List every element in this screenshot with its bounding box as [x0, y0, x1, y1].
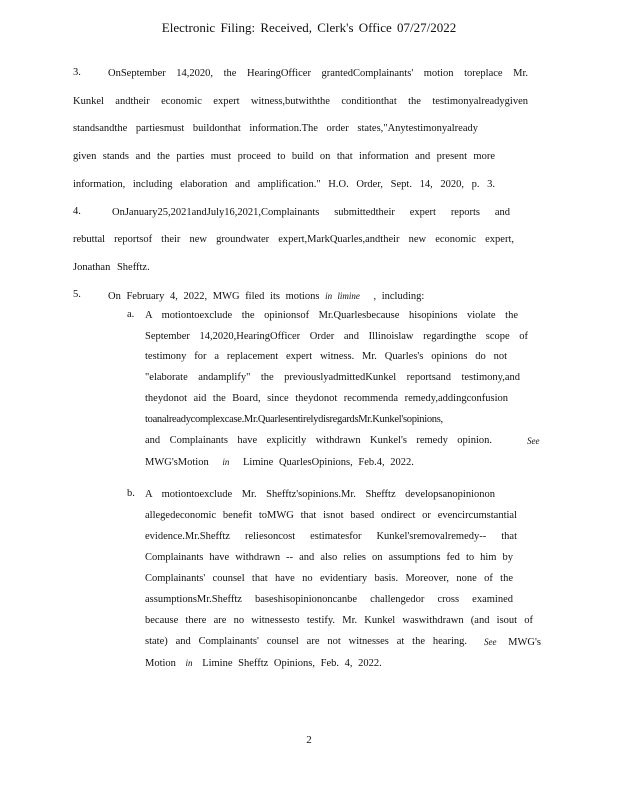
item-a-line-4: "elaborate andamplify" the previouslyadmittedKunkel reportsand testimony,and — [145, 372, 520, 383]
paragraph-3-line-5: information, including elaboration and amplification." H.O. Order, Sept. 14, 2020, p. 3. — [73, 179, 495, 190]
item-a-citation-tail: Limine QuarlesOpinions, Feb.4, 2022. — [243, 457, 414, 468]
item-b-line-4: Complainants have withdrawn -- and also relies on assumptions fed to him by — [145, 552, 513, 563]
item-a-line-5: theydonot aid the Board, since theydonot recommenda remedy,addingconfusion — [145, 393, 508, 404]
item-b-cite-start: MWG's — [508, 637, 541, 648]
paragraph-3-number: 3. — [73, 67, 81, 78]
page-number: 2 — [306, 734, 312, 746]
paragraph-5-number: 5. — [73, 289, 81, 300]
item-a-line-6: toanalreadycomplexcase.Mr.QuarlesentirelydisregardsMr.Kunkel'sopinions, — [145, 414, 443, 425]
paragraph-4-number: 4. — [73, 206, 81, 217]
item-b-line-6: assumptionsMr.Shefftz baseshisopiniononcanbe challengedor cross examined — [145, 594, 513, 605]
item-b-line-1: A motiontoexclude Mr. Shefftz'sopinions.Mr. Shefftz developsanopinionon — [145, 489, 495, 500]
paragraph-3-line-2: Kunkel andtheir economic expert witness,butwiththe conditionthat the testimonyalreadygiven — [73, 96, 528, 107]
item-b-line-9-tail: Limine Shefftz Opinions, Feb. 4, 2022. — [202, 658, 382, 669]
item-a-citation-text: MWG'sMotion — [145, 457, 209, 468]
item-a-see-signal — [527, 434, 540, 449]
paragraph-4-line-2: rebuttal reportsof their new groundwater expert,MarkQuarles,andtheir new economic expert, — [73, 234, 514, 245]
item-b-line-9-text: Motion — [145, 658, 176, 669]
item-b-line-9-italic: in — [185, 658, 193, 668]
paragraph-4-line-3: Jonathan Shefftz. — [73, 262, 150, 273]
item-b-line-8-citation — [484, 635, 541, 650]
item-a-line-1: A motiontoexclude the opinionsof Mr.Quarlesbecause hisopinions violate the — [145, 310, 518, 321]
filing-header: Electronic Filing: Received, Clerk's Office 07/27/2022 — [161, 20, 457, 35]
item-b-see: See — [484, 637, 497, 647]
item-a-see: See — [527, 436, 540, 446]
item-b-line-7: because there are no witnessesto testify. Mr. Kunkel waswithdrawn (and isout of — [145, 615, 533, 626]
item-b-line-9 — [145, 656, 382, 671]
paragraph-4-line-1: OnJanuary25,2021andJuly16,2021,Complainants submittedtheir expert reports and — [112, 207, 510, 218]
item-a-line-3: testimony for a replacement expert witness. Mr. Quarles's opinions do not — [145, 351, 507, 362]
paragraph-5-intro-italic: in limine — [325, 291, 360, 301]
item-b-line-3: evidence.Mr.Shefftz reliesoncost estimatesfor Kunkel'sremovalremedy-- that — [145, 531, 517, 542]
paragraph-3-line-3: standsandthe partiesmust buildonthat information.The order states,"Anytestimonyalready — [73, 123, 478, 134]
item-b-label: b. — [127, 488, 135, 499]
item-a-label: a. — [127, 309, 135, 320]
paragraph-5-intro — [108, 289, 424, 304]
item-a-citation — [145, 455, 414, 470]
item-a-line-2: September 14,2020,HearingOfficer Order and Illinoislaw regardingthe scope of — [145, 331, 528, 342]
item-b-line-8: state) and Complainants' counsel are not witnesses at the hearing. — [145, 636, 467, 647]
item-b-line-5: Complainants' counsel that have no evidentiary basis. Moreover, none of the — [145, 573, 513, 584]
item-a-line-7: and Complainants have explicitly withdrawn Kunkel's remedy opinion. — [145, 435, 492, 446]
paragraph-3-line-1: OnSeptember 14,2020, the HearingOfficer grantedComplainants' motion toreplace Mr. — [108, 68, 528, 79]
item-a-citation-italic: in — [222, 457, 230, 467]
item-b-line-2: allegedeconomic benefit toMWG that isnot based ondirect or evencircumstantial — [145, 510, 517, 521]
paragraph-5-intro-text: On February 4, 2022, MWG filed its motions — [108, 291, 320, 302]
paragraph-3-line-4: given stands and the parties must proceed to build on that information and present more — [73, 151, 495, 162]
paragraph-5-intro-tail: , including: — [373, 291, 425, 302]
